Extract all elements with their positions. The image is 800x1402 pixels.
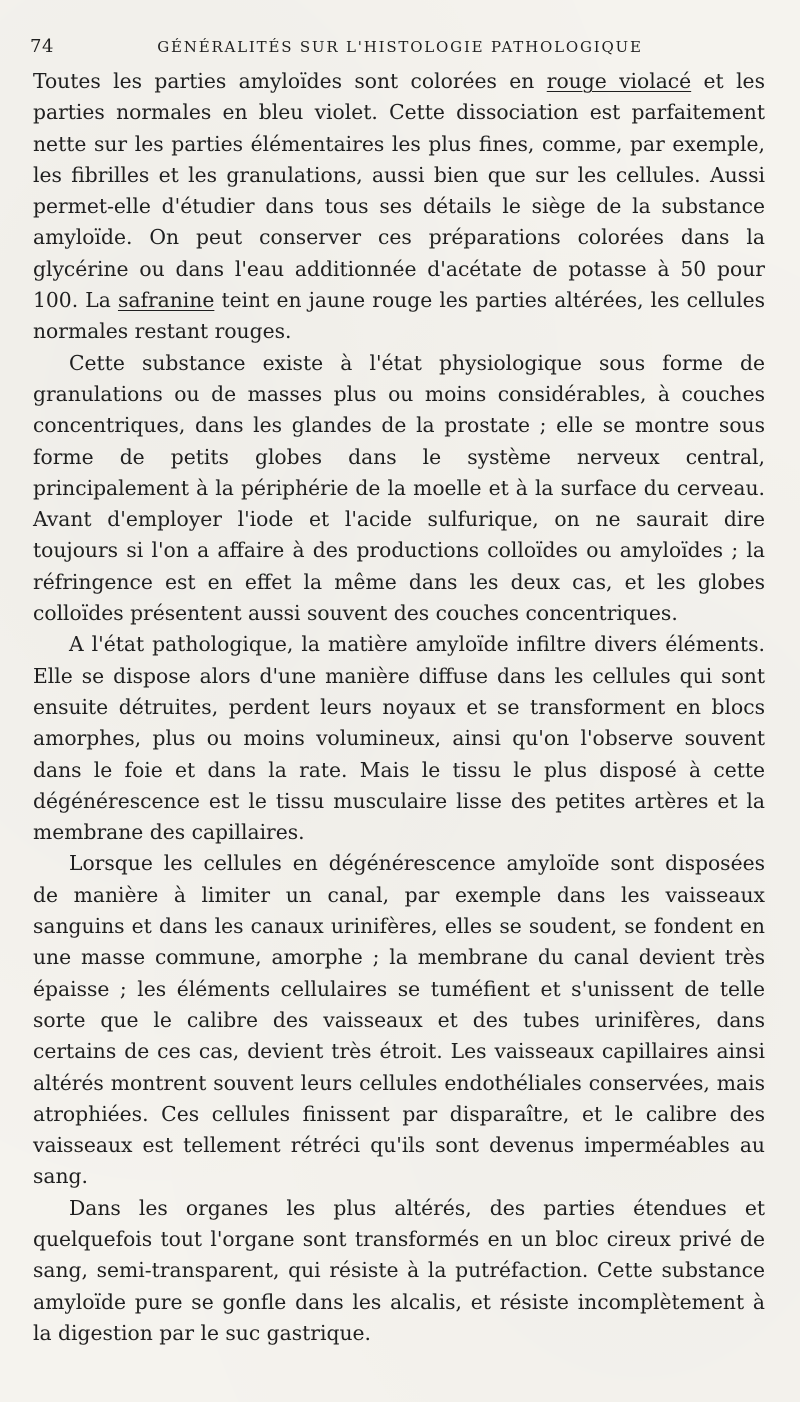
- paragraph-3: A l'état pathologique, la matière amyloïde infiltre divers éléments. Elle se dispose alors d'une manière diffuse dans les cellules qui sont ensuite détruites, perdent leurs noyaux et se transforment en blocs amorphes, plus ou moins volumineux, ainsi qu'on l'observe souvent dans le foie et dans la rate. Mais le tissu le plus disposé à cette dégénérescence est le tissu musculaire lisse des petites artères et la membrane des capillaires.: [33, 632, 765, 845]
- paragraph-5: Dans les organes les plus altérés, des parties étendues et quelquefois tout l'organe sont transformés en un bloc cireux privé de sang, semi-transparent, qui résiste à la putréfaction. Cette substance amyloïde pure se gonfle dans les alcalis, et résiste incomplètement à la digestion par le suc gastrique.: [33, 1195, 765, 1345]
- paragraph-1-text-c: teint en jaune rouge les parties altérées, les cellules normales restant rouges.: [33, 288, 765, 344]
- body-text: [33, 66, 765, 1349]
- page-header: [30, 30, 770, 60]
- paragraph-2: Cette substance existe à l'état physiologique sous forme de granulations ou de masses plus ou moins considérables, à couches concentriques, dans les glandes de la prostate ; elle se montre sous forme de petits globes dans le système nerveux central, principalement à la périphérie de la moelle et à la surface du cerveau. Avant d'employer l'iode et l'acide sulfurique, on ne saurait dire toujours si l'on a affaire à des productions colloïdes ou amyloïdes ; la réfringence est en effet la même dans les deux cas, et les globes colloïdes présentent aussi souvent des couches concentriques.: [33, 350, 765, 626]
- paragraph-1-text-b: et les parties normales en bleu violet. Cette dissociation est parfaitement nette sur les parties élémentaires les plus fines, comme, par exemple, les fibrilles et les granulations, aussi bien que sur les cellules. Aussi permet-elle d'étudier dans tous ses détails le siège de la substance amyloïde. On peut conserver ces préparations colorées dans la glycérine ou dans l'eau additionnée d'acétate de potasse à 50 pour 100. La: [33, 69, 765, 313]
- page-number: 74: [30, 36, 54, 57]
- running-title: GÉNÉRALITÉS SUR L'HISTOLOGIE PATHOLOGIQUE: [157, 38, 643, 56]
- paragraph-4: Lorsque les cellules en dégénérescence amyloïde sont disposées de manière à limiter un canal, par exemple dans les vaisseaux sanguins et dans les canaux urinifères, elles se soudent, se fondent en une masse commune, amorphe ; la membrane du canal devient très épaisse ; les éléments cellulaires se tuméfient et s'unissent de telle sorte que le calibre des vaisseaux et des tubes urinifères, dans certains de ces cas, devient très étroit. Les vaisseaux capillaires ainsi altérés montrent souvent leurs cellules endothéliales conservées, mais atrophiées. Ces cellules finissent par disparaître, et le calibre des vaisseaux est tellement rétréci qu'ils sont devenus imperméables au sang.: [33, 851, 765, 1189]
- paragraph-1-text-a: Toutes les parties amyloïdes sont colorées en: [33, 69, 547, 93]
- paragraph-1: [33, 66, 765, 348]
- underlined-phrase-rouge-violace: rouge violacé: [546, 69, 692, 93]
- underlined-word-safranine: safranine: [117, 288, 215, 313]
